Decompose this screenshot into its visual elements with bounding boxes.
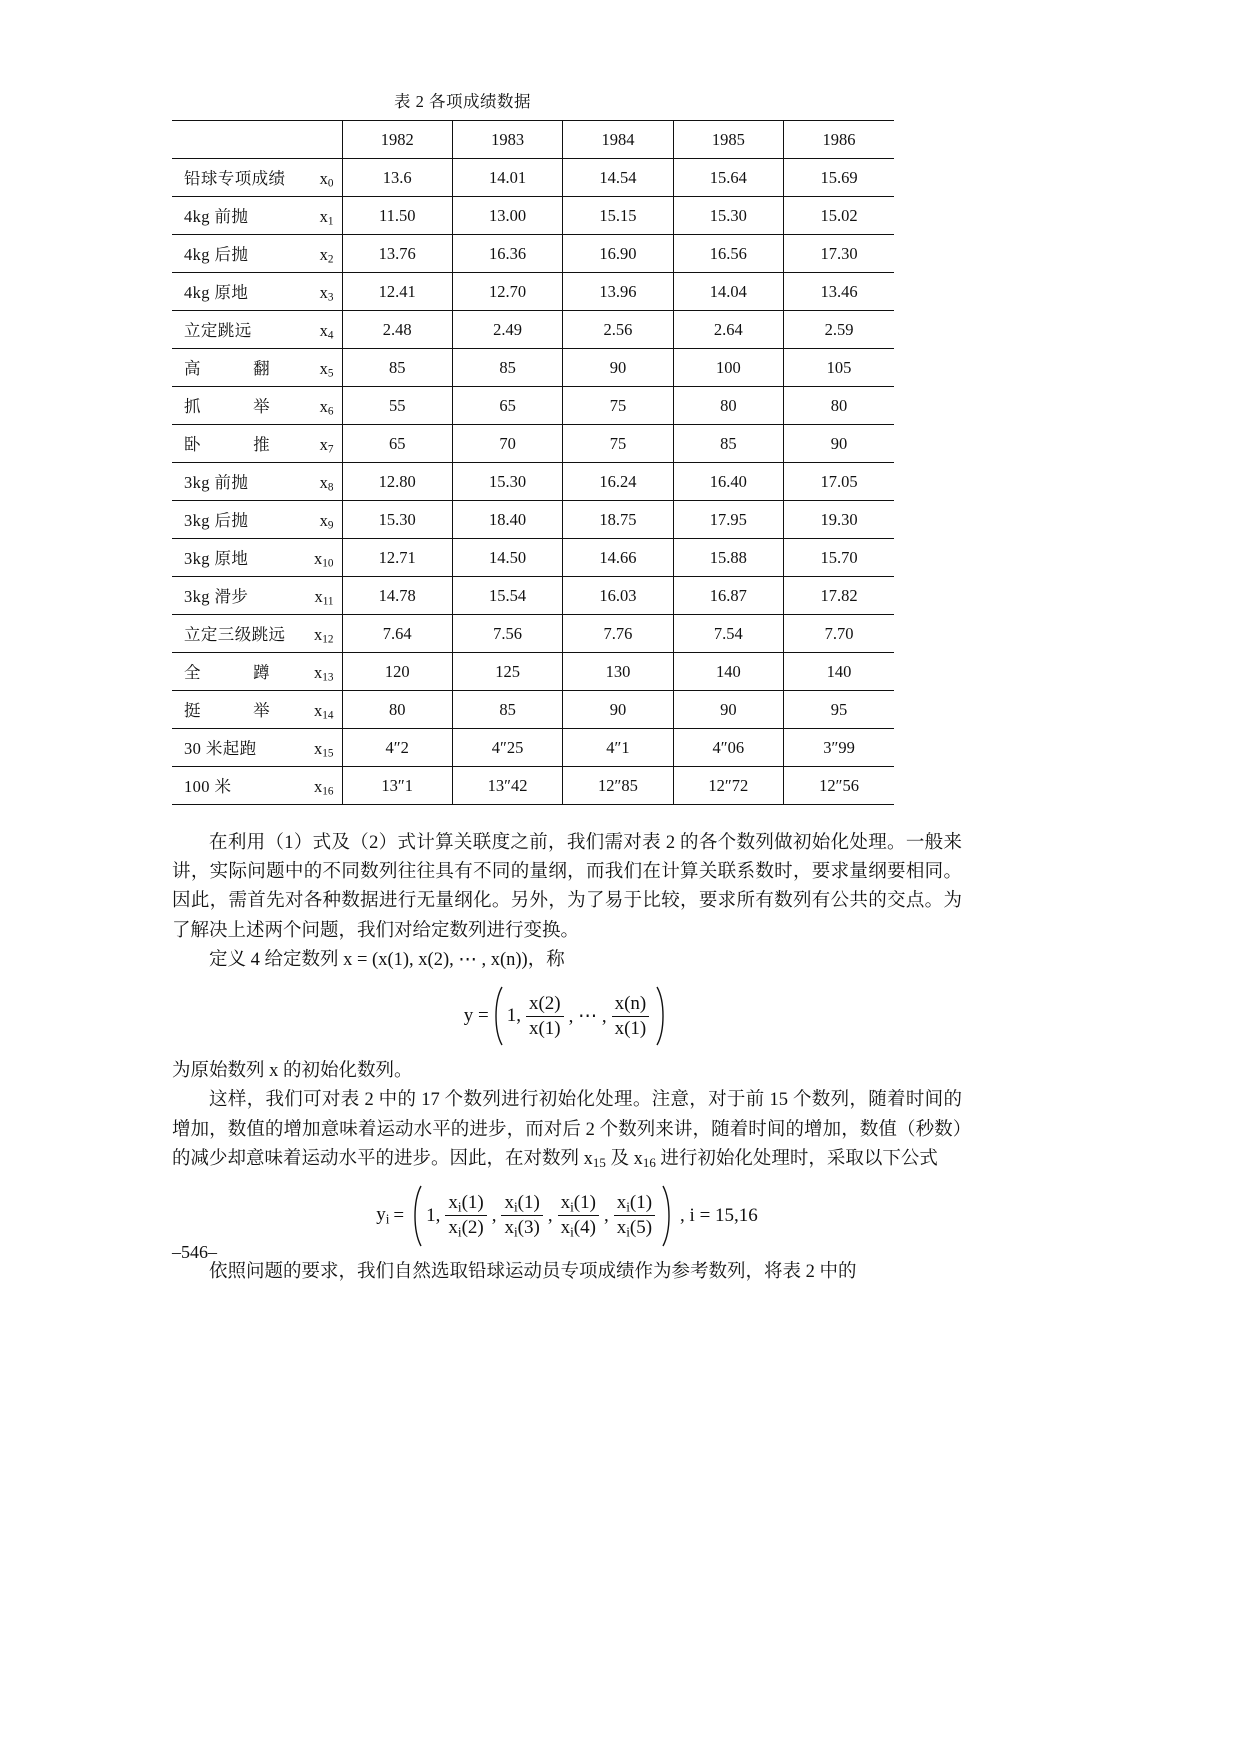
table-cell: 130 (563, 653, 673, 691)
table-cell: 19.30 (784, 501, 894, 539)
row-label-text: 立定跳远 (184, 321, 252, 341)
table-cell: 105 (784, 349, 894, 387)
table-cell: 2.49 (452, 311, 562, 349)
formula1-lhs: y = (463, 1005, 489, 1027)
row-variable-name: $x_{10}$ (314, 549, 334, 570)
table-cell: 12″85 (563, 767, 673, 805)
row-label-inner (184, 507, 338, 531)
row-label-inner (184, 317, 338, 341)
row-variable-name: $x_{11}$ (314, 587, 334, 608)
row-label-inner (184, 355, 338, 379)
table-cell: 13″1 (342, 767, 452, 805)
table-cell: 11.50 (342, 197, 452, 235)
body-text-block (172, 829, 962, 975)
table-row-label-x11 (172, 577, 342, 615)
table-cell: 125 (452, 653, 562, 691)
row-label-text: 挺举 (184, 701, 270, 721)
table-cell: 12.41 (342, 273, 452, 311)
table-cell: 80 (342, 691, 452, 729)
table-cell: 16.90 (563, 235, 673, 273)
formula2-frac-numerator: $x_i(1)$ (504, 1191, 540, 1215)
table-cell: 7.56 (452, 615, 562, 653)
table-cell: 17.82 (784, 577, 894, 615)
table-cell: 14.78 (342, 577, 452, 615)
table-cell: 16.87 (673, 577, 783, 615)
page-content (172, 88, 1072, 1287)
table-cell: 120 (342, 653, 452, 691)
table-cell: 15.02 (784, 197, 894, 235)
table-cell: 17.05 (784, 463, 894, 501)
row-label-text: 高翻 (184, 359, 270, 379)
formula2-comma: , (547, 1204, 553, 1226)
table-cell: 15.70 (784, 539, 894, 577)
table-cell: 13.46 (784, 273, 894, 311)
table-row-label-x7 (172, 425, 342, 463)
formula1-frac1-denominator: x(1) (526, 1016, 564, 1040)
row-variable-name: $x_8$ (319, 473, 334, 494)
row-variable-name: $x_{16}$ (314, 777, 334, 798)
table-cell: 15.30 (342, 501, 452, 539)
table-cell: 90 (784, 425, 894, 463)
row-label-inner (184, 621, 338, 645)
formula1-frac2-numerator: x(n) (614, 992, 647, 1014)
body-text-block-3 (172, 1258, 962, 1287)
table-row-label-x9 (172, 501, 342, 539)
definition-4-suffix: ，称 (527, 949, 565, 970)
row-variable-name: $x_{13}$ (314, 663, 334, 684)
row-variable-name: $x_7$ (319, 435, 334, 456)
row-label-inner (184, 545, 338, 569)
table-cell: 16.40 (673, 463, 783, 501)
table-cell: 85 (452, 691, 562, 729)
table-cell: 4″2 (342, 729, 452, 767)
formula1-close-paren (654, 985, 670, 1047)
row-variable-name: $x_9$ (319, 511, 334, 532)
table-cell: 95 (784, 691, 894, 729)
formula2-fraction-3 (558, 1192, 599, 1240)
table-cell: 4″06 (673, 729, 783, 767)
table-header-year-1985: 1985 (673, 121, 783, 159)
formula2-lhs-symbol: y (376, 1204, 386, 1226)
table-row (172, 349, 894, 387)
definition-4-prefix: 定义 4 给定数列 x = (x(1), x(2), ⋯ , x(n)) (209, 949, 528, 970)
table-cell: 140 (673, 653, 783, 691)
performance-data-table (172, 120, 894, 805)
formula-initialization-sequence (172, 985, 962, 1047)
table-cell: 100 (673, 349, 783, 387)
table-row-label-x8 (172, 463, 342, 501)
table-row (172, 577, 894, 615)
table-cell: 80 (784, 387, 894, 425)
table-cell: 17.95 (673, 501, 783, 539)
row-label-text: 铅球专项成绩 (184, 169, 286, 189)
table-cell: 7.64 (342, 615, 452, 653)
table-cell: 90 (673, 691, 783, 729)
table-cell: 12.80 (342, 463, 452, 501)
table-header-year-1982: 1982 (342, 121, 452, 159)
table-row-label-x6 (172, 387, 342, 425)
row-label-text: 3kg 滑步 (184, 587, 249, 607)
table-cell: 2.56 (563, 311, 673, 349)
formula2-frac-denominator: $x_i(2)$ (445, 1215, 486, 1240)
table-header-year-1986: 1986 (784, 121, 894, 159)
table-cell: 16.03 (563, 577, 673, 615)
row-variable-name: $x_{12}$ (314, 625, 334, 646)
table-cell: 13.6 (342, 159, 452, 197)
row-label-inner (184, 393, 338, 417)
formula2-frac-numerator: $x_i(1)$ (616, 1191, 653, 1215)
table-row-label-x10 (172, 539, 342, 577)
table-cell: 13″42 (452, 767, 562, 805)
table-cell: 15.88 (673, 539, 783, 577)
table-row (172, 729, 894, 767)
table-cell: 7.76 (563, 615, 673, 653)
row-variable-name: $x_1$ (319, 207, 334, 228)
table-row (172, 387, 894, 425)
table-cell: 13.00 (452, 197, 562, 235)
table-corner-cell (172, 121, 342, 159)
table-row-label-x1 (172, 197, 342, 235)
table-cell: 3″99 (784, 729, 894, 767)
row-label-inner (184, 241, 338, 265)
table-row-label-x0 (172, 159, 342, 197)
row-variable-name: $x_2$ (319, 245, 334, 266)
row-label-text: 卧推 (184, 435, 270, 455)
table-cell: 15.69 (784, 159, 894, 197)
row-variable-name: $x_4$ (319, 321, 334, 342)
paragraph-1: 在利用（1）式及（2）式计算关联度之前，我们需对表 2 的各个数列做初始化处理。一般来讲，实际问题中的不同数列往往具有不同的量纲，而我们在计算关联系数时，要求量纲要相同。因此，需首先对各种数据进行无量纲化。另外，为了易于比较，要求所有数列有公共的交点。为了解决上述两个问题，我们对给定数列进行变换。 (172, 833, 962, 941)
table-header-year-1983: 1983 (452, 121, 562, 159)
row-variable-name: $x_5$ (319, 359, 334, 380)
row-label-inner (184, 431, 338, 455)
paragraph-definition-4 (172, 946, 962, 975)
formula1-first-term: 1, (506, 1005, 521, 1027)
formula2-frac-denominator: $x_i(4)$ (558, 1215, 599, 1240)
table-cell: 55 (342, 387, 452, 425)
table-cell: 18.40 (452, 501, 562, 539)
formula1-frac1-numerator: x(2) (528, 992, 561, 1014)
table-cell: 7.70 (784, 615, 894, 653)
row-label-inner (184, 773, 338, 797)
row-label-text: 3kg 前抛 (184, 473, 249, 493)
paragraph-5: 依照问题的要求，我们自然选取铅球运动员专项成绩作为参考数列，将表 2 中的 (209, 1261, 857, 1282)
table-row-label-x5 (172, 349, 342, 387)
table-row-label-x15 (172, 729, 342, 767)
table-row (172, 653, 894, 691)
row-variable-name: $x_6$ (319, 397, 334, 418)
formula2-lhs (376, 1204, 389, 1227)
paragraph-3: 为原始数列 x 的初始化数列。 (172, 1061, 413, 1082)
row-variable-name: $x_3$ (319, 283, 334, 304)
table-cell: 65 (452, 387, 562, 425)
table-cell: 140 (784, 653, 894, 691)
table-cell: 4″25 (452, 729, 562, 767)
page-number: –546– (172, 1242, 217, 1262)
table-header-year-1984: 1984 (563, 121, 673, 159)
table-header-row (172, 121, 894, 159)
paragraph-4-sub-15: 15 (592, 1154, 606, 1170)
row-label-text: 4kg 后抛 (184, 245, 249, 265)
table-cell: 16.56 (673, 235, 783, 273)
row-label-text: 立定三级跳远 (184, 625, 286, 645)
table-cell: 90 (563, 349, 673, 387)
table-cell: 90 (563, 691, 673, 729)
table-cell: 14.50 (452, 539, 562, 577)
table-row (172, 159, 894, 197)
paragraph-4-sub-16: 16 (642, 1154, 656, 1170)
table-cell: 2.59 (784, 311, 894, 349)
formula2-terms (440, 1192, 660, 1240)
table-cell: 18.75 (563, 501, 673, 539)
table-cell: 75 (563, 387, 673, 425)
table-cell: 15.64 (673, 159, 783, 197)
table-row (172, 539, 894, 577)
table-cell: 15.30 (673, 197, 783, 235)
table-row-label-x3 (172, 273, 342, 311)
table-cell: 2.64 (673, 311, 783, 349)
formula2-fraction-4 (614, 1192, 655, 1240)
table-cell: 75 (563, 425, 673, 463)
row-variable-name: $x_{14}$ (314, 701, 334, 722)
table-cell: 13.76 (342, 235, 452, 273)
table-row-label-x13 (172, 653, 342, 691)
paragraph-4-part-c: 进行初始化处理时，采取以下公式 (655, 1148, 938, 1169)
formula2-fraction-2 (501, 1192, 542, 1240)
table-cell: 14.66 (563, 539, 673, 577)
table-row-label-x14 (172, 691, 342, 729)
paragraph-4 (172, 1086, 962, 1174)
table-row (172, 273, 894, 311)
row-label-inner (184, 659, 338, 683)
table-row-label-x16 (172, 767, 342, 805)
formula2-first-term: 1, (426, 1204, 441, 1226)
table-row-label-x12 (172, 615, 342, 653)
table-cell: 15.15 (563, 197, 673, 235)
table-cell: 17.30 (784, 235, 894, 273)
table-cell: 80 (673, 387, 783, 425)
table-row-label-x2 (172, 235, 342, 273)
paragraph-4-part-b: 及 x (605, 1148, 643, 1169)
table-cell: 70 (452, 425, 562, 463)
table-row-label-x4 (172, 311, 342, 349)
table-cell: 85 (342, 349, 452, 387)
table-cell: 4″1 (563, 729, 673, 767)
formula1-fraction-2 (612, 993, 650, 1040)
table-cell: 7.54 (673, 615, 783, 653)
formula-time-sequence-initialization (172, 1184, 962, 1248)
body-text-block-2 (172, 1057, 962, 1174)
row-label-inner (184, 203, 338, 227)
table-row (172, 691, 894, 729)
table-cell: 12.71 (342, 539, 452, 577)
table-cell: 85 (452, 349, 562, 387)
row-label-inner (184, 469, 338, 493)
formula1-frac2-denominator: x(1) (612, 1016, 650, 1040)
row-label-text: 全蹲 (184, 663, 270, 683)
table-cell: 65 (342, 425, 452, 463)
table-row (172, 615, 894, 653)
row-label-inner (184, 279, 338, 303)
table-cell: 12″56 (784, 767, 894, 805)
formula1-open-paren (489, 985, 505, 1047)
table-cell: 15.30 (452, 463, 562, 501)
formula2-frac-numerator: $x_i(1)$ (448, 1191, 484, 1215)
row-label-text: 30 米起跑 (184, 739, 257, 759)
formula2-equals: = (393, 1204, 405, 1226)
formula2-lhs-subscript: i (385, 1211, 390, 1227)
table-cell: 12″72 (673, 767, 783, 805)
row-label-inner (184, 583, 338, 607)
formula2-close-paren (660, 1184, 676, 1248)
table-cell: 16.24 (563, 463, 673, 501)
formula2-frac-denominator: $x_i(5)$ (614, 1215, 655, 1240)
formula2-trailing: , i = 15,16 (680, 1204, 758, 1226)
row-variable-name: $x_{15}$ (314, 739, 334, 760)
row-label-inner (184, 697, 338, 721)
table-row (172, 235, 894, 273)
paragraph-4-part-a: 这样，我们可对表 2 中的 17 个数列进行初始化处理。注意，对于前 15 个数列，随着时间的增加，数值的增加意味着运动水平的进步，而对后 2 个数列来讲，随着时间的增加，数值（秒数）的减少却意味着运动水平的进步。因此，在对数列 x (172, 1090, 962, 1169)
row-label-text: 100 米 (184, 777, 232, 797)
table-caption: 表 2 各项成绩数据 (394, 92, 531, 111)
table-cell: 12.70 (452, 273, 562, 311)
row-label-inner (184, 735, 338, 759)
table-row (172, 311, 894, 349)
table-row (172, 197, 894, 235)
row-label-text: 3kg 原地 (184, 549, 249, 569)
formula2-frac-numerator: $x_i(1)$ (560, 1191, 596, 1215)
table-row (172, 425, 894, 463)
table-row (172, 501, 894, 539)
table-cell: 14.01 (452, 159, 562, 197)
formula2-comma: , (603, 1204, 609, 1226)
formula1-fraction-1 (526, 993, 564, 1040)
row-label-text: 抓举 (184, 397, 270, 417)
table-cell: 14.54 (563, 159, 673, 197)
table-cell: 13.96 (563, 273, 673, 311)
formula2-comma: , (491, 1204, 497, 1226)
row-variable-name: $x_0$ (319, 169, 334, 190)
formula1-separator: , ⋯ , (568, 1005, 607, 1027)
formula2-fraction-1 (445, 1192, 486, 1240)
table-cell: 15.54 (452, 577, 562, 615)
row-label-inner (184, 165, 338, 189)
table-cell: 16.36 (452, 235, 562, 273)
table-row (172, 463, 894, 501)
table-cell: 2.48 (342, 311, 452, 349)
table-cell: 14.04 (673, 273, 783, 311)
row-label-text: 3kg 后抛 (184, 511, 249, 531)
formula2-open-paren (408, 1184, 424, 1248)
row-label-text: 4kg 原地 (184, 283, 249, 303)
formula2-frac-denominator: $x_i(3)$ (501, 1215, 542, 1240)
row-label-text: 4kg 前抛 (184, 207, 249, 227)
table-cell: 85 (673, 425, 783, 463)
table-row (172, 767, 894, 805)
